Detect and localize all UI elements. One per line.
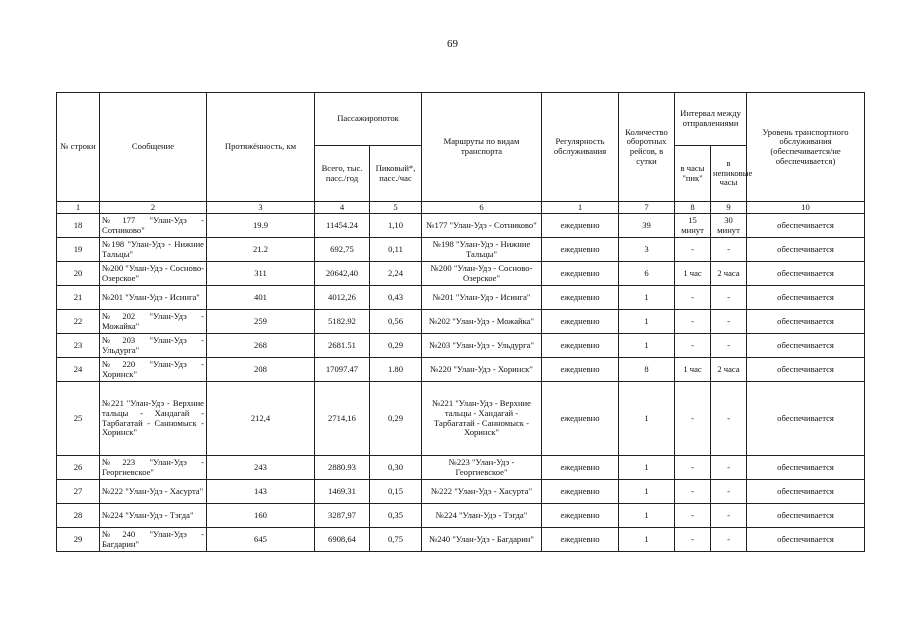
cell-interval-offpeak: 2 часа (711, 358, 747, 382)
cell-message: №203 "Улан-Удэ - Ульдурга" (100, 334, 207, 358)
column-number: 6 (422, 202, 542, 214)
cell-message: №223 "Улан-Удэ - Георгиевское" (100, 456, 207, 480)
cell-route: №223 "Улан-Удэ - Георгиевское" (422, 456, 542, 480)
cell-message: №198 "Улан-Удэ - Нижние Тальцы" (100, 238, 207, 262)
cell-row-no: 29 (57, 528, 100, 552)
cell-interval-offpeak: 2 часа (711, 262, 747, 286)
cell-regularity: ежедневно (542, 358, 619, 382)
table-row (57, 382, 865, 456)
cell-service-level: обеспечивается (747, 456, 865, 480)
header-turnover-count: Количество оборотных рейсов, в сутки (619, 93, 675, 202)
cell-count: 3 (619, 238, 675, 262)
column-number: 8 (675, 202, 711, 214)
cell-row-no: 19 (57, 238, 100, 262)
cell-service-level: обеспечивается (747, 334, 865, 358)
cell-total: 20642,40 (315, 262, 370, 286)
cell-regularity: ежедневно (542, 382, 619, 456)
cell-route: №224 "Улан-Удэ - Тэгда" (422, 504, 542, 528)
column-number: 4 (315, 202, 370, 214)
cell-peak: 0,35 (370, 504, 422, 528)
cell-peak: 0,29 (370, 382, 422, 456)
header-interval-peak: в часы "пик" (675, 146, 711, 202)
cell-message: №177 "Улан-Удэ - Сотниково" (100, 214, 207, 238)
cell-interval-peak: - (675, 334, 711, 358)
cell-route: №221 "Улан-Удэ - Верхние тальцы - Хандагай - Тарбагатай - Санномыск - Хоринск" (422, 382, 542, 456)
cell-message: №200 "Улан-Удэ - Сосново-Озерское" (100, 262, 207, 286)
cell-interval-peak: - (675, 528, 711, 552)
cell-regularity: ежедневно (542, 214, 619, 238)
cell-total: 692,75 (315, 238, 370, 262)
cell-total: 1469.31 (315, 480, 370, 504)
cell-interval-offpeak: - (711, 382, 747, 456)
cell-row-no: 27 (57, 480, 100, 504)
header-interval-offpeak: в непиковые часы (711, 146, 747, 202)
cell-service-level: обеспечивается (747, 238, 865, 262)
cell-service-level: обеспечивается (747, 382, 865, 456)
cell-length: 19.9 (207, 214, 315, 238)
cell-regularity: ежедневно (542, 334, 619, 358)
table-row (57, 310, 865, 334)
cell-peak: 0,29 (370, 334, 422, 358)
table-row (57, 504, 865, 528)
column-number: 10 (747, 202, 865, 214)
cell-total: 5182.92 (315, 310, 370, 334)
cell-interval-offpeak: - (711, 286, 747, 310)
cell-row-no: 24 (57, 358, 100, 382)
header-message: Сообщение (100, 93, 207, 202)
cell-peak: 0,30 (370, 456, 422, 480)
header-service-level: Уровень транспортного обслуживания (обеспечивается/не обеспечивается) (747, 93, 865, 202)
cell-interval-offpeak: - (711, 238, 747, 262)
cell-message: №224 "Улан-Удэ - Тэгда" (100, 504, 207, 528)
cell-service-level: обеспечивается (747, 214, 865, 238)
cell-count: 1 (619, 480, 675, 504)
cell-peak: 1,10 (370, 214, 422, 238)
cell-regularity: ежедневно (542, 480, 619, 504)
cell-count: 1 (619, 334, 675, 358)
cell-row-no: 23 (57, 334, 100, 358)
cell-service-level: обеспечивается (747, 262, 865, 286)
cell-route: №200 "Улан-Удэ - Сосново-Озерское" (422, 262, 542, 286)
cell-total: 2714,16 (315, 382, 370, 456)
cell-peak: 1.80 (370, 358, 422, 382)
cell-route: №220 "Улан-Удэ - Хоринск" (422, 358, 542, 382)
cell-regularity: ежедневно (542, 262, 619, 286)
cell-length: 243 (207, 456, 315, 480)
table-row (57, 334, 865, 358)
cell-total: 4012,26 (315, 286, 370, 310)
cell-length: 208 (207, 358, 315, 382)
cell-interval-offpeak: - (711, 504, 747, 528)
cell-message: №201 "Улан-Удэ - Исинга" (100, 286, 207, 310)
table-row (57, 238, 865, 262)
column-number: 7 (619, 202, 675, 214)
table-row (57, 286, 865, 310)
table-row (57, 480, 865, 504)
header-peak: Пиковый*, пасс./час (370, 146, 422, 202)
cell-total: 11454.24 (315, 214, 370, 238)
cell-count: 6 (619, 262, 675, 286)
column-number: 2 (100, 202, 207, 214)
cell-route: №198 "Улан-Удэ - Нижние Тальцы" (422, 238, 542, 262)
cell-interval-offpeak: 30 минут (711, 214, 747, 238)
cell-row-no: 26 (57, 456, 100, 480)
page-number: 69 (447, 38, 458, 50)
cell-route: №201 "Улан-Удэ - Исинга" (422, 286, 542, 310)
cell-regularity: ежедневно (542, 504, 619, 528)
header-total: Всего, тыс. пасс./год (315, 146, 370, 202)
cell-length: 21.2 (207, 238, 315, 262)
column-number: 1 (57, 202, 100, 214)
cell-count: 39 (619, 214, 675, 238)
cell-length: 268 (207, 334, 315, 358)
table-row (57, 262, 865, 286)
cell-regularity: ежедневно (542, 238, 619, 262)
cell-count: 1 (619, 286, 675, 310)
cell-interval-peak: - (675, 382, 711, 456)
cell-total: 2681.51 (315, 334, 370, 358)
cell-interval-peak: - (675, 480, 711, 504)
cell-total: 3287,97 (315, 504, 370, 528)
cell-route: №222 "Улан-Удэ - Хасурта" (422, 480, 542, 504)
cell-interval-peak: - (675, 238, 711, 262)
cell-length: 645 (207, 528, 315, 552)
cell-total: 6908,64 (315, 528, 370, 552)
header-length: Протяжённость, км (207, 93, 315, 202)
header-regularity: Регулярность обслуживания (542, 93, 619, 202)
cell-message: №202 "Улан-Удэ - Можайка" (100, 310, 207, 334)
cell-length: 311 (207, 262, 315, 286)
cell-peak: 0,43 (370, 286, 422, 310)
header-interval: Интервал между отправлениями (675, 93, 747, 146)
table-row (57, 528, 865, 552)
cell-interval-offpeak: - (711, 480, 747, 504)
cell-row-no: 28 (57, 504, 100, 528)
cell-interval-peak: - (675, 456, 711, 480)
cell-service-level: обеспечивается (747, 310, 865, 334)
header-passenger-flow: Пассажиропоток (315, 93, 422, 146)
cell-interval-peak: - (675, 286, 711, 310)
cell-peak: 0,75 (370, 528, 422, 552)
cell-interval-peak: 1 час (675, 262, 711, 286)
cell-row-no: 18 (57, 214, 100, 238)
cell-interval-peak: - (675, 504, 711, 528)
cell-regularity: ежедневно (542, 286, 619, 310)
table-row (57, 456, 865, 480)
cell-route: №202 "Улан-Удэ - Можайка" (422, 310, 542, 334)
cell-row-no: 22 (57, 310, 100, 334)
cell-count: 1 (619, 456, 675, 480)
cell-regularity: ежедневно (542, 528, 619, 552)
cell-peak: 0,11 (370, 238, 422, 262)
cell-count: 8 (619, 358, 675, 382)
cell-length: 259 (207, 310, 315, 334)
header-routes-by-type: Маршруты по видам транспорта (422, 93, 542, 202)
cell-length: 401 (207, 286, 315, 310)
cell-peak: 0,56 (370, 310, 422, 334)
table-row (57, 214, 865, 238)
column-number: 5 (370, 202, 422, 214)
cell-total: 2880.93 (315, 456, 370, 480)
column-number: 9 (711, 202, 747, 214)
routes-table (56, 92, 865, 552)
table-row (57, 358, 865, 382)
header-row-no: № строки (57, 93, 100, 202)
cell-interval-offpeak: - (711, 310, 747, 334)
cell-regularity: ежедневно (542, 310, 619, 334)
cell-length: 160 (207, 504, 315, 528)
cell-service-level: обеспечивается (747, 528, 865, 552)
cell-length: 143 (207, 480, 315, 504)
cell-interval-peak: 15 минут (675, 214, 711, 238)
cell-count: 1 (619, 382, 675, 456)
cell-length: 212,4 (207, 382, 315, 456)
cell-count: 1 (619, 528, 675, 552)
column-number: 3 (207, 202, 315, 214)
cell-route: №240 "Улан-Удэ - Багдарин" (422, 528, 542, 552)
cell-service-level: обеспечивается (747, 358, 865, 382)
cell-regularity: ежедневно (542, 456, 619, 480)
cell-interval-offpeak: - (711, 334, 747, 358)
cell-interval-peak: 1 час (675, 358, 711, 382)
cell-service-level: обеспечивается (747, 286, 865, 310)
cell-total: 17097.47 (315, 358, 370, 382)
cell-service-level: обеспечивается (747, 480, 865, 504)
cell-interval-peak: - (675, 310, 711, 334)
cell-message: №220 "Улан-Удэ - Хоринск" (100, 358, 207, 382)
cell-row-no: 25 (57, 382, 100, 456)
cell-interval-offpeak: - (711, 456, 747, 480)
column-number: 1 (542, 202, 619, 214)
cell-route: №203 "Улан-Удэ - Ульдурга" (422, 334, 542, 358)
cell-count: 1 (619, 504, 675, 528)
cell-peak: 0,15 (370, 480, 422, 504)
cell-peak: 2,24 (370, 262, 422, 286)
cell-row-no: 20 (57, 262, 100, 286)
column-number-row (57, 202, 865, 214)
cell-interval-offpeak: - (711, 528, 747, 552)
cell-service-level: обеспечивается (747, 504, 865, 528)
cell-count: 1 (619, 310, 675, 334)
cell-row-no: 21 (57, 286, 100, 310)
cell-message: №222 "Улан-Удэ - Хасурта" (100, 480, 207, 504)
cell-message: №240 "Улан-Удэ - Багдарин" (100, 528, 207, 552)
cell-route: №177 "Улан-Удэ - Сотниково" (422, 214, 542, 238)
cell-message: №221 "Улан-Удэ - Верхние тальцы - Хандагай - Тарбагатай - Санномыск - Хоринск" (100, 382, 207, 456)
